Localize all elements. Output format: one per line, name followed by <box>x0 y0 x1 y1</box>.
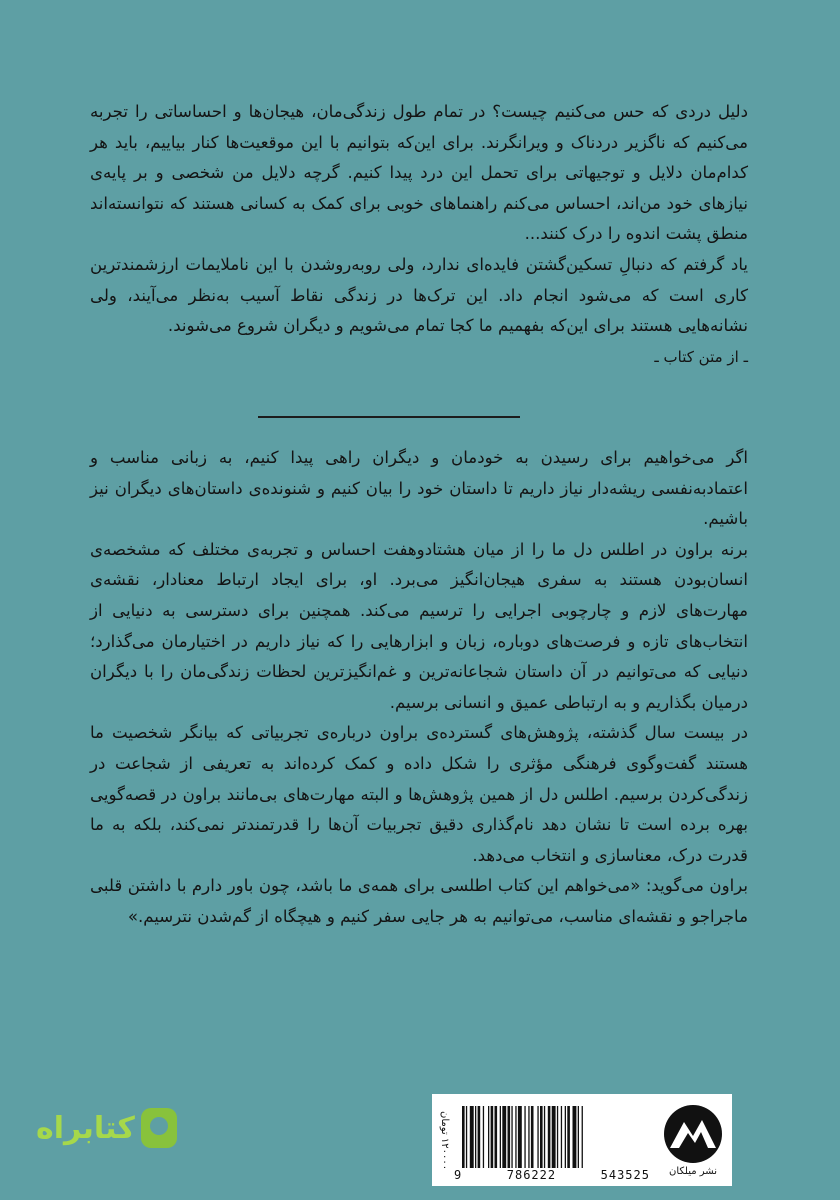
description-paragraph: براون می‌گوید: «می‌خواهم این کتاب اطلسی برای همه‌ی ما باشد، چون باور دارم با داشتن قلبی ماجراجو و نقشه‌ای مناسب، می‌توانیم به هر جایی سفر کنیم و هیچگاه از گم‌شدن نترسیم.» <box>90 876 748 926</box>
isbn-group-1: 786222 <box>506 1168 557 1182</box>
description-block <box>90 443 748 933</box>
barcode-icon <box>462 1106 646 1168</box>
ketabrah-logo-text: کتابراه <box>36 1110 135 1146</box>
price-label: ۱۲۰۰۰۰ تومان <box>439 1111 450 1171</box>
ketabrah-logo <box>36 1108 177 1148</box>
isbn-number <box>454 1168 650 1182</box>
ketabrah-logo-icon <box>141 1108 177 1148</box>
divider <box>258 416 520 418</box>
publisher-name: نشر میلکان <box>669 1166 717 1177</box>
description-paragraph: در بیست سال گذشته، پژوهش‌های گسترده‌ی براون درباره‌ی تجربیاتی که بیانگر شخصیت ما هستند گفت‌وگوی فرهنگی مؤثری را شکل داده و کمک کرده‌اند به تعریفی از شجاعت در زندگی‌کردن برسیم. اطلس دل از همین پژوهش‌ها و البته مهارت‌های بی‌مانند براون در قصه‌گویی بهره برده است تا نشان دهد نام‌گذاری دقیق تجربیات آن‌ها را قدرتمندتر نمی‌کند، بلکه به ما قدرت درک، معناسازی و انتخاب می‌دهد. <box>90 723 748 865</box>
isbn-prefix: 9 <box>454 1168 463 1182</box>
quote-paragraph: دلیل دردی که حس می‌کنیم چیست؟ در تمام طول زندگی‌مان، هیجان‌ها و احساساتی را تجربه می‌کنیم که ناگزیر دردناک و ویرانگرند. برای این‌که بتوانیم با این موقعیت‌ها کنار بیاییم، باید هر کدام‌مان دلایل و توجیهاتی برای تحمل این درد پیدا کنیم. گرچه دلایل من شخصی و بر پایه‌ی نیازهای خود من‌اند، احساس می‌کنم راهنماهای خوبی برای کمک به کسانی هستند که نتوانسته‌اند منطق پشت اندوه را درک کنند... <box>90 102 748 244</box>
quote-block <box>90 97 748 372</box>
quote-paragraph: یاد گرفتم که دنبالِ تسکین‌گشتن فایده‌ای ندارد، ولی روبه‌روشدن با این ناملایمات ارزشمندترین کاری است که می‌شود انجام داد. این ترک‌ها در زندگی نقاط آسیب به‌نظر می‌آیند، ولی نشانه‌هایی هستند برای این‌که بفهمیم ما کجا تمام می‌شویم و دیگران شروع می‌شوند. <box>90 254 748 336</box>
isbn-group-2: 543525 <box>600 1168 650 1182</box>
description-paragraph: اگر می‌خواهیم برای رسیدن به خودمان و دیگران راهی پیدا کنیم، به زبانی مناسب و اعتمادبه‌نفسی ریشه‌دار نیاز داریم تا داستان خود را بیان کنیم و شنونده‌ی داستان‌های دیگران نیز باشیم. <box>90 448 748 529</box>
quote-source: ـ از متن کتاب ـ <box>654 347 748 366</box>
barcode-box <box>432 1094 732 1186</box>
description-paragraph: برنه براون در اطلس دل ما را از میان هشتادوهفت احساس و تجربه‌ی مختلف که مشخصه‌ی انسان‌بودن هستند به سفری هیجان‌انگیز می‌برد. او، برای ایجاد ارتباط معنادار، نقشه‌ی مهارت‌های لازم و چارچوبی اجرایی را ترسیم می‌کند. همچنین برای دسترسی به دنیایی از انتخاب‌های تازه و فرصت‌های دوباره، زبان و ابزارهایی را که نیاز داریم در اختیارمان می‌گذارد؛ دنیایی که می‌توانیم در آن داستان شجاعانه‌ترین و غم‌انگیزترین لحظات زندگی‌مان را با دیگران درمیان بگذاریم و به ارتباطی عمیق و انسانی برسیم. <box>90 539 748 712</box>
